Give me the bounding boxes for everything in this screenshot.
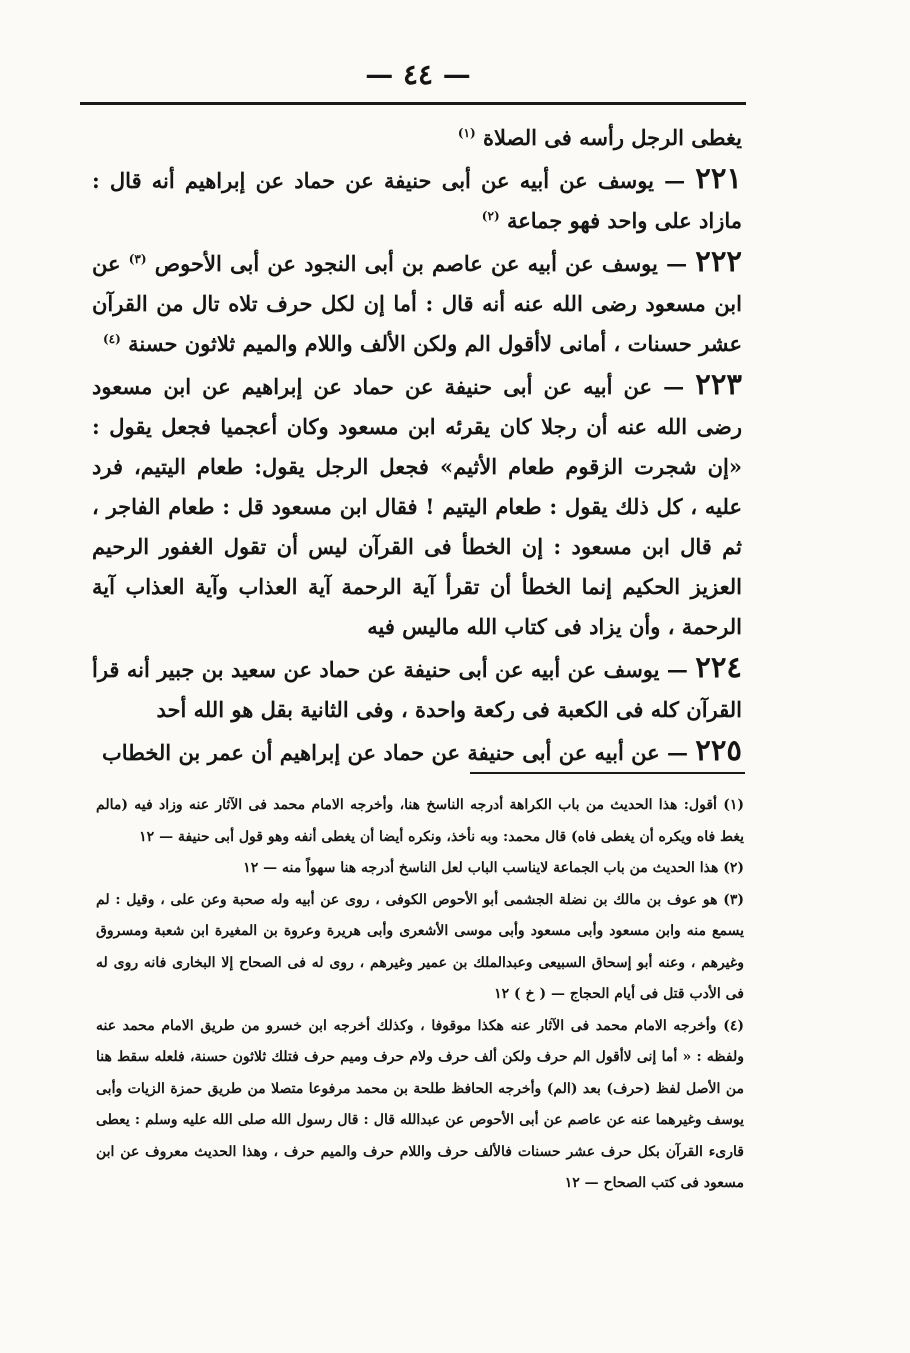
footnote-4: (٤) وأخرجه الامام محمد فى الآثار عنه هكذا موقوفا ، وكذلك أخرجه ابن خسرو من طريق الامام محمد عنه ولفظه : « أما إنى لاأقول الم حرف ولكن ألف حرف ولام حرف وميم حرف فتلك ثلاثون حسنة، فلعله سقط هنا من الأصل لفظ (حرف) بعد (الم) وأخرجه الحافظ طلحة بن محمد مرفوعا متصلا من طريق حمزة الزيات وأبى يوسف وغيرهما عنه عن عاصم عن أبى الأحوص عن عبدالله قال : قال رسول الله صلى الله عليه وسلم : يعطى قارىء القرآن بكل حرف عشر حسنات فالألف حرف واللام حرف والميم حرف ، وهذا الحديث معروف عن ابن مسعود فى كتب الصحاح — ١٢ (96, 1017, 744, 1191)
hadith-224-text: — يوسف عن أبيه عن أبى حنيفة عن حماد عن سعيد بن جبير أنه قرأ القرآن كله فى الكعبة فى ركعة واحدة ، وفى الثانية بقل هو الله أحد (92, 657, 742, 722)
hadith-number-221: ٢٢١ (695, 161, 743, 195)
hadith-222-text-a: — يوسف عن أبيه عن عاصم بن أبى النجود عن أبى الأحوص (154, 251, 688, 276)
footnote-ref-4[interactable]: (٤) (102, 332, 121, 346)
hadith-222-text-b: عن ابن مسعود رضى الله عنه أنه قال : أما إن لكل حرف تلاه تال من القرآن عشر حسنات ، أمانى لاأقول الم ولكن الألف واللام والميم ثلاثون حسنة (92, 251, 742, 356)
footnote-3: (٣) هو عوف بن مالك بن نضلة الجشمى أبو الأحوص الكوفى ، روى عن أبيه وله صحبة وعن على ، وقيل : لم يسمع منه وابن مسعود وأبى مسعود وأبى موسى الأشعرى وأبى هريرة وعروة بن المغيرة ابن شعبة ومسروق وغيرهم ، وعنه أبو إسحاق السبيعى وعبدالملك بن عمير وغيرهم ، روى له فى الصحاح إلا البخارى فانه روى له فى الأدب قتل فى أيام الحجاج — ( خ ) ١٢ (96, 891, 744, 1002)
footnote-ref-2[interactable]: (٢) (481, 209, 500, 223)
footnote-ref-1[interactable]: (١) (457, 126, 476, 140)
page-number: — ٤٤ — (365, 58, 471, 91)
footnote-2: (٢) هذا الحديث من باب الجماعة لايناسب الباب لعل الناسخ أدرجه هنا سهواً منه — ١٢ (243, 860, 744, 876)
footnote-ref-3[interactable]: (٣) (128, 252, 147, 266)
hadith-225-text: — عن أبيه عن أبى حنيفة عن حماد عن إبراهيم أن عمر بن الخطاب (101, 740, 688, 765)
hadith-number-222: ٢٢٢ (695, 244, 743, 278)
hadith-225 (92, 730, 742, 773)
hadith-number-225: ٢٢٥ (695, 733, 742, 767)
footnote-1: (١) أقول: هذا الحديث من باب الكراهة أدرجه الناسخ هنا، وأخرجه الامام محمد فى الآثار عنه وزاد فيه (مالم يغط فاه ويكره أن يغطى فاه) قال محمد: وبه نأخذ، ونكره أيضا أن يغطى أنفه وهو قول أبى حنيفة — ١٢ (96, 797, 744, 845)
hadith-223-text: — عن أبيه عن أبى حنيفة عن حماد عن إبراهيم عن ابن مسعود رضى الله عنه أن رجلا كان يقرئه ابن مسعود وكان أعجميا فجعل يقول : «إن شجرت الزقوم طعام الأثيم» فجعل الرجل يقول: طعام اليتيم، فرد عليه ، كل ذلك يقول : طعام اليتيم ! فقال ابن مسعود قل : طعام الفاجر ، ثم قال ابن مسعود : إن الخطأ فى القرآن ليس أن تقول الغفور الرحيم العزيز الحكيم إنما الخطأ أن تقرأ آية الرحمة آية العذاب وآية العذاب آية الرحمة ، وأن يزاد فى كتاب الله ماليس فيه (92, 374, 742, 639)
header-rule (80, 102, 746, 105)
footnote-rule (470, 772, 745, 774)
hadith-223 (92, 364, 742, 647)
hadith-number-224: ٢٢٤ (695, 650, 743, 684)
footnotes (96, 790, 744, 1200)
hadith-221 (92, 158, 742, 241)
main-text (92, 118, 742, 773)
intro-text: يغطى الرجل رأسه فى الصلاة (482, 125, 742, 150)
hadith-221-text: — يوسف عن أبيه عن أبى حنيفة عن حماد عن إبراهيم أنه قال : مازاد على واحد فهو جماعة (92, 168, 742, 233)
hadith-224 (92, 647, 742, 730)
hadith-number-223: ٢٢٣ (695, 367, 742, 401)
hadith-222 (92, 241, 742, 364)
intro-paragraph (92, 118, 742, 158)
